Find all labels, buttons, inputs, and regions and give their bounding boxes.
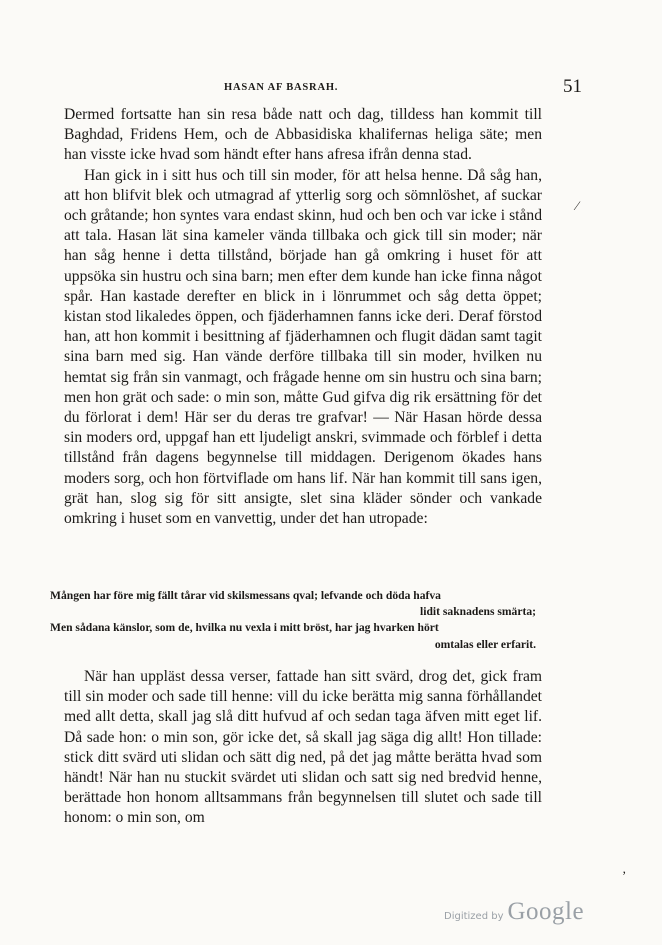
paragraph-3: När han uppläst dessa verser, fattade han sitt svärd, drog det, gick fram till sin moder och sade till henne: vill du icke berätta mig sanna förhållandet med allt detta, skall jag slå ditt hufvud af och sedan taga äfven mitt eget lif. Då sade hon: o min son, gör icke det, så skall jag säga dig allt! Hon tillade: stick ditt svärd uti slidan och sätt dig ned, på det jag måtte berätta hvad som händt! När han nu stuckit svärdet uti slidan och satt sig ned bredvid henne, berättade hon honom alltsammans från begynnelsen till slutet och sade till honom: o min son, om (64, 668, 542, 827)
digitized-watermark (444, 898, 584, 926)
body-text-upper (64, 105, 542, 529)
watermark-prefix: Digitized by (444, 911, 504, 922)
page-header (62, 76, 582, 104)
paragraph-1: Dermed fortsatte han sin resa både natt och dag, tilldess han kommit till Baghdad, Fridens Hem, och de Abbasidiska khalifernas heliga säte; men han visste icke hvad som händt efter hans afresa ifrån denna stad. (64, 106, 542, 164)
paragraph-2: Han gick in i sitt hus och till sin moder, för att helsa henne. Då såg han, att hon blifvit blek och utmagrad af ytterlig sorg och sömnlöshet, af suckar och gråtande; hon syntes vara endast skinn, hud och ben och var icke i stånd att tala. Hasan lät sina kameler vända tillbaka och gick till sin moder; när han såg henne i detta tillstånd, började han gå omkring i huset för att uppsöka sin hustru och sina barn; men efter dem kunde han icke finna något spår. Han kastade derefter en blick in i lönrummet och såg detta öppet; kistan stod likaledes öppen, och fjäderhamnen fanns icke deri. Deraf förstod han, att hon kommit i besittning af fjäderhamnen och flugit dädan samt tagit sina barn med sig. Han vände derföre tillbaka till sin moder, hvilken nu hemtat sig från sin vanmagt, och frågade henne om sin hustru och sina barn; men hon grät och sade: o min son, måtte Gud gifva dig rik ersättning för det du förlorat i dem! Här ser du deras tre grafvar! — När Hasan hörde dessa sin moders ord, uppgaf han ett ljudeligt anskri, svimmade och förblef i detta tillstånd från dagens begynnelse till middagen. Derigenom ökades hans moders sorg, och hon förtviflade om hans lif. När han kommit till sans igen, grät han, slog sig för sitt ansigte, slet sina kläder sönder och vankade omkring i huset som en vanvettig, under det han utropade: (64, 166, 542, 528)
body-text-lower (64, 667, 542, 829)
verse-block (50, 588, 542, 653)
running-head: HASAN AF BASRAH. (224, 82, 339, 93)
verse-line-2: Men sådana känslor, som de, hvilka nu vexla i mitt bröst, har jag hvarken hört (50, 621, 439, 635)
google-logo: Google (507, 898, 585, 925)
margin-mark: ⁄ (576, 198, 579, 213)
verse-line-2-continuation: omtalas eller erfarit. (434, 637, 536, 651)
verse-line-1: Mången har före mig fällt tårar vid skilsmessans qval; lefvande och döda hafva (50, 589, 441, 602)
verse-line-1-continuation: lidit saknadens smärta; (420, 605, 536, 619)
margin-mark: ʼ (622, 868, 627, 883)
page-number: 51 (563, 76, 582, 97)
